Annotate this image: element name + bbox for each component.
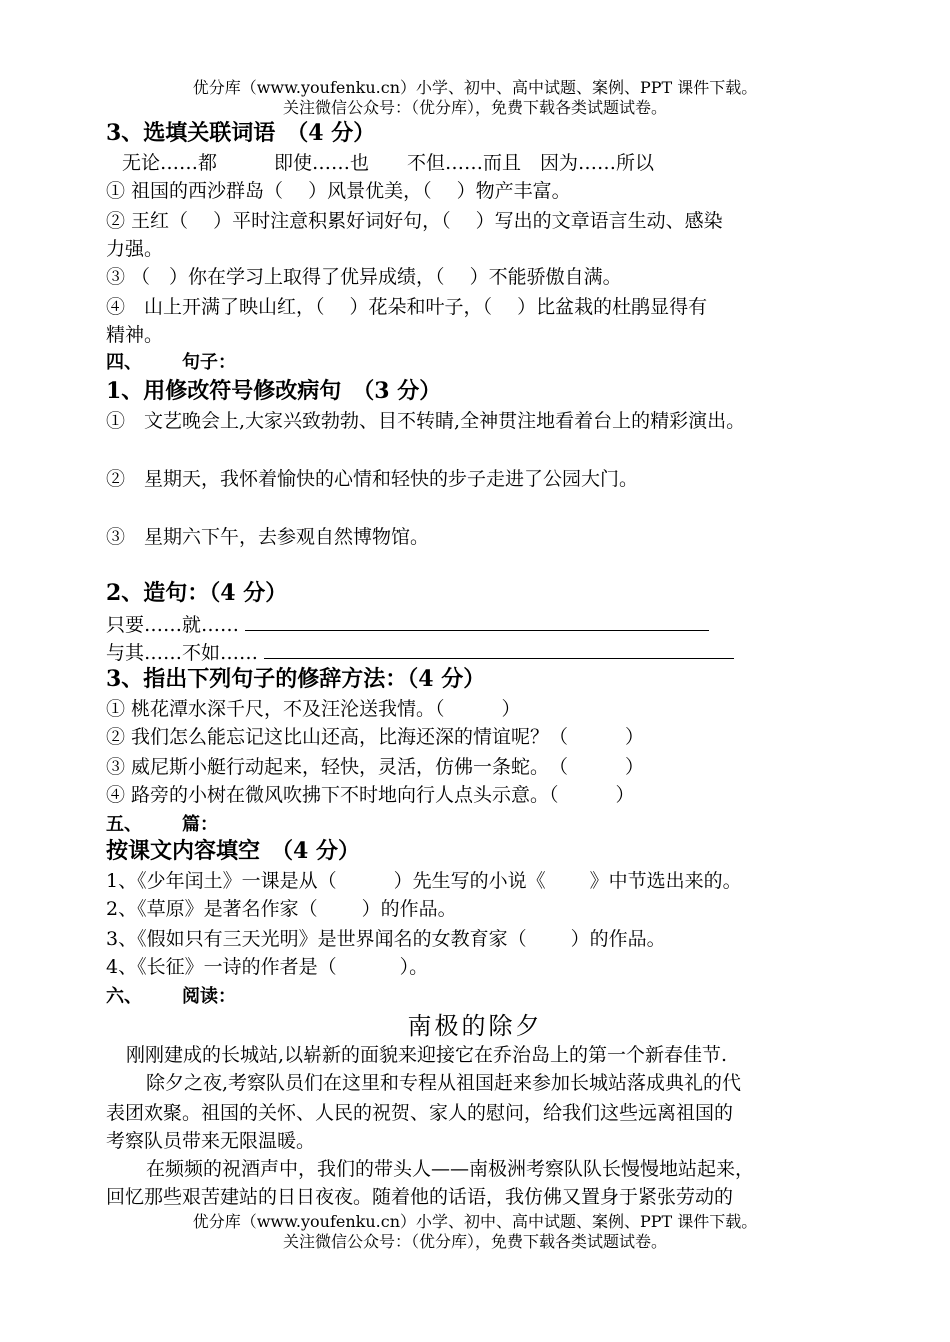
- q3-title: 3、选填关联词语 （4 分）: [106, 120, 376, 146]
- passage-line-5: 在频频的祝酒声中，我们的带头人——南极洲考察队队长慢慢地站起来，: [146, 1158, 755, 1180]
- section5-label: 篇：: [182, 814, 218, 835]
- passage-line-3: 表团欢聚。祖国的关怀、人民的祝贺、家人的慰问，给我们这些远离祖国的: [106, 1102, 734, 1124]
- header-line-1: 优分库（www.youfenku.cn）小学、初中、高中试题、案例、PPT 课件下载。: [192, 78, 758, 97]
- s4-sub3-item-3: ③ 威尼斯小艇行动起来，轻快，灵活，仿佛一条蛇。 （ ）: [106, 756, 645, 778]
- s4-sub3-title: 3、指出下列句子的修辞方法：（4 分）: [106, 666, 486, 692]
- passage-line-1: 刚刚建成的长城站,以崭新的面貌来迎接它在乔治岛上的第一个新春佳节.: [126, 1044, 728, 1066]
- answer-line-1[interactable]: [245, 610, 709, 631]
- passage-line-2: 除夕之夜,考察队员们在这里和专程从祖国赶来参加长城站落成典礼的代: [146, 1072, 742, 1094]
- s4-sub1-item-1: ① 文艺晚会上,大家兴致勃勃、目不转睛,全神贯注地看着台上的精彩演出。: [106, 410, 746, 432]
- s5-item-1: 1、《少年闰土》一课是从（ ）先生写的小说《 》中节选出来的。: [106, 870, 742, 892]
- q3-item-1: ① 祖国的西沙群岛（ ）风景优美，（ ）物产丰富。: [106, 180, 571, 202]
- s4-sub3-item-2: ② 我们怎么能忘记这比山还高，比海还深的情谊呢？（ ）: [106, 726, 645, 748]
- section4-number: 四、: [106, 352, 142, 373]
- s4-sub2-prompt-2: 与其……不如……: [106, 642, 259, 664]
- s5-item-2: 2、《草原》是著名作家（ ）的作品。: [106, 898, 457, 920]
- s4-sub2-item-2: [106, 638, 734, 666]
- section4-label: 句子：: [182, 352, 236, 373]
- section5-heading: [106, 812, 218, 838]
- section6-heading: [106, 984, 236, 1010]
- s5-item-4: 4、《长征》一诗的作者是（ ）。: [106, 956, 429, 978]
- q3-item-3: ③ （ ）你在学习上取得了优异成绩，（ ）不能骄傲自满。: [106, 266, 622, 288]
- footer-line-2: 关注微信公众号：（优分库），免费下载各类试题试卷。: [282, 1232, 667, 1251]
- passage-title: 南极的除夕: [407, 1012, 543, 1040]
- s4-sub3-item-4: ④ 路旁的小树在微风吹拂下不时地向行人点头示意。（ ）: [106, 784, 635, 806]
- s4-sub2-item-1: [106, 610, 709, 638]
- s4-sub3-item-1: ① 桃花潭水深千尺，不及汪沦送我情。（ ）: [106, 698, 521, 720]
- s4-sub1-item-2: ② 星期天，我怀着愉快的心情和轻快的步子走进了公园大门。: [106, 468, 639, 490]
- s5-item-3: 3、《假如只有三天光明》是世界闻名的女教育家（ ）的作品。: [106, 928, 666, 950]
- q3-item-4: ④ 山上开满了映山红，（ ）花朵和叶子，（ ）比盆栽的杜鹃显得有: [106, 296, 708, 318]
- q3-item-4-cont: 精神。: [106, 324, 164, 346]
- q3-item-2: ② 王红（ ）平时注意积累好词好句，（ ）写出的文章语言生动、感染: [106, 210, 723, 232]
- q3-options: 无论……都 即使……也 不但……而且 因为……所以: [122, 152, 655, 174]
- passage-line-6: 回忆那些艰苦建站的日日夜夜。随着他的话语，我仿佛又置身于紧张劳动的: [106, 1186, 734, 1208]
- section6-number: 六、: [106, 986, 142, 1007]
- section4-heading: [106, 350, 236, 376]
- s5-sub-title: 按课文内容填空 （4 分）: [106, 838, 360, 864]
- s4-sub1-title: 1、用修改符号修改病句 （3 分）: [106, 378, 442, 404]
- footer-line-1: 优分库（www.youfenku.cn）小学、初中、高中试题、案例、PPT 课件下载。: [192, 1212, 758, 1231]
- answer-line-2[interactable]: [264, 638, 734, 659]
- s4-sub2-prompt-1: 只要……就……: [106, 614, 240, 636]
- q3-item-2-cont: 力强。: [106, 238, 164, 260]
- s4-sub1-item-3: ③ 星期六下午，去参观自然博物馆。: [106, 526, 430, 548]
- s4-sub2-title: 2、造句：（4 分）: [106, 580, 288, 606]
- passage-line-4: 考察队员带来无限温暖。: [106, 1130, 316, 1152]
- section5-number: 五、: [106, 814, 142, 835]
- header-line-2: 关注微信公众号：（优分库），免费下载各类试题试卷。: [282, 98, 667, 117]
- section6-label: 阅读：: [182, 986, 236, 1007]
